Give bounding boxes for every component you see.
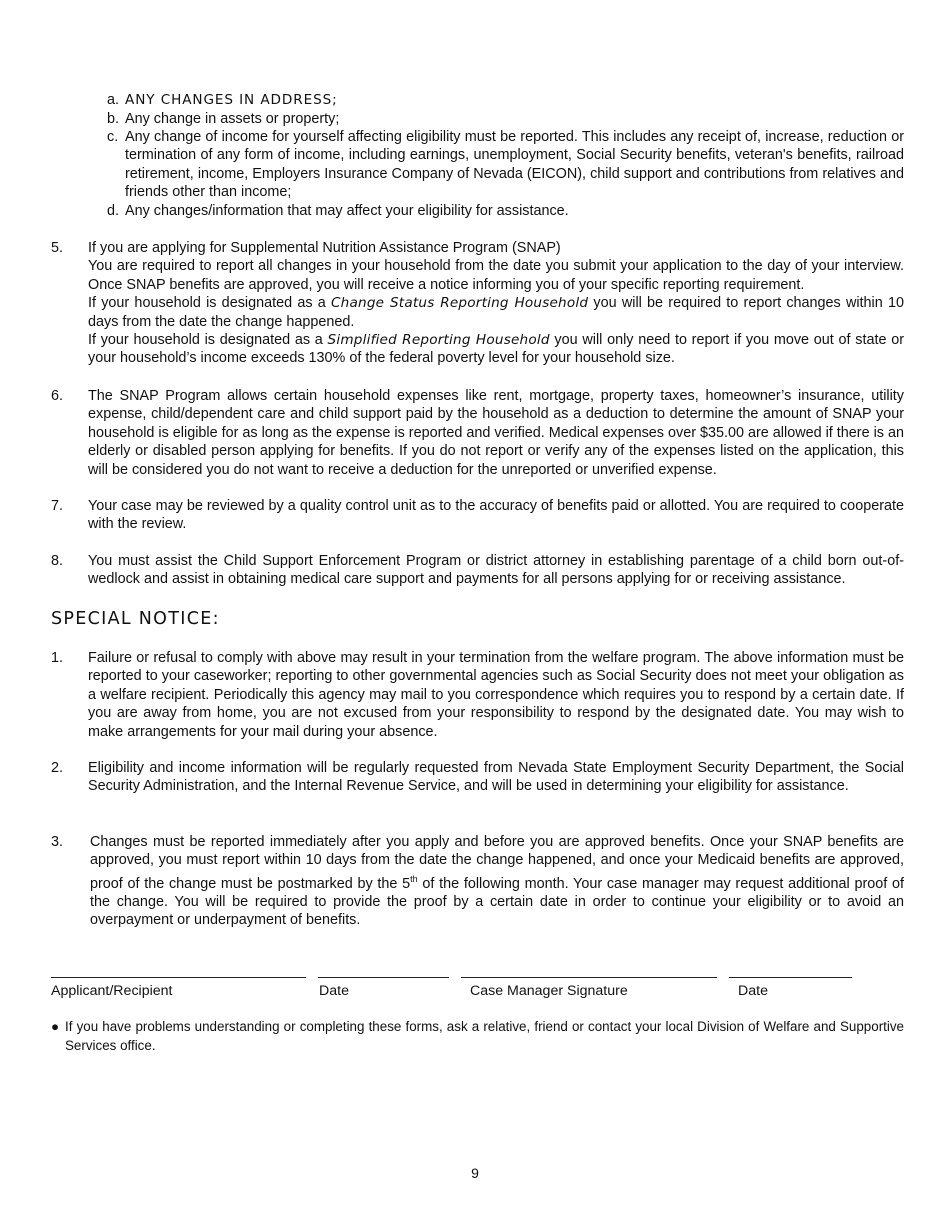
date-line-1[interactable] xyxy=(318,977,449,978)
numbered-item-7 xyxy=(51,497,904,534)
item-number: 3. xyxy=(51,834,64,850)
help-note xyxy=(51,1018,904,1055)
numbered-item-8 xyxy=(51,552,904,589)
list-text: Any changes/information that may affect your eligibility for assistance. xyxy=(125,203,569,219)
list-letter: c. xyxy=(107,129,119,145)
case-manager-label: Case Manager Signature xyxy=(470,983,628,999)
list-item-c xyxy=(107,128,904,202)
item-text: Failure or refusal to comply with above may result in your termination from the welfare program. The above information must be reported to your caseworker; reporting to other governmental agencies such as Social Security does not meet your obligation as a welfare recipient. Periodically this agency may mail to you correspondence which requires you to respond by a certain date. If you are away from home, you are not excused from your responsibility to respond by the designated date. You may wish to make arrangements for your mail during your absence. xyxy=(88,650,904,740)
item-text: Eligibility and income information will be regularly requested from Nevada State Employment Security Department, the Social Security Administration, and the Internal Revenue Service, and will be used in determining your eligibility for assistance. xyxy=(88,760,904,795)
special-notice-item-1 xyxy=(51,649,904,741)
applicant-label: Applicant/Recipient xyxy=(51,983,173,999)
help-note-text: If you have problems understanding or completing these forms, ask a relative, friend or contact your local Division of Welfare and Supportive Services office. xyxy=(65,1019,904,1053)
item5-srh-paragraph: If your household is designated as a Simplified Reporting Household you will only need to report if you move out of state or your household’s income exceeds 130% of the federal poverty level for your household size. xyxy=(88,332,904,367)
list-item-d xyxy=(107,202,904,220)
special-notice-item-3 xyxy=(51,833,904,930)
list-text: Any change of income for yourself affecting eligibility must be reported. This includes any receipt of, increase, reduction or termination of any form of income, including earnings, unemployment, Social Security benefits, veteran's benefits, railroad retirement, income, Employers Insurance Company of Nevada (EICON), child support and contributions from relatives and friends other than income; xyxy=(125,129,904,201)
srh-term: Simplified Reporting Household xyxy=(327,332,550,349)
item-text: Your case may be reviewed by a quality control unit as to the accuracy of benefits paid or allotted. You are required to cooperate with the review. xyxy=(88,498,904,533)
item5-line2: You are required to report all changes in your household from the date you submit your application to the day of your interview. Once SNAP benefits are approved, you will receive a notice informing you of your specific reporting requirement. xyxy=(88,258,904,293)
item-number: 2. xyxy=(51,760,64,776)
list-text: ANY CHANGES IN ADDRESS; xyxy=(125,92,338,108)
list-item-a xyxy=(107,91,904,109)
csr-term: Change Status Reporting Household xyxy=(330,295,589,312)
applicant-signature-line[interactable] xyxy=(51,977,306,978)
date-label-1: Date xyxy=(319,983,349,999)
item-number: 8. xyxy=(51,553,64,569)
item5-line1: If you are applying for Supplemental Nutrition Assistance Program (SNAP) xyxy=(88,240,561,256)
item-number: 1. xyxy=(51,650,64,666)
special-notice-item-2 xyxy=(51,759,904,796)
case-manager-signature-line[interactable] xyxy=(461,977,717,978)
item-text: The SNAP Program allows certain household expenses like rent, mortgage, property taxes, homeowner’s insurance, utility expense, child/dependent care and child support paid by the household as a deduction to determine the amount of SNAP your household is eligible for as long as the expense is reported and verified. Medical expenses over $35.00 are allowed if there is an elderly or disabled person applying for benefits. If you do not report or verify any of the expenses listed on the application, this will be considered you do not want to receive a deduction for the unreported or unverified expense. xyxy=(88,388,904,478)
bullet-icon: ● xyxy=(51,1019,60,1034)
numbered-item-5 xyxy=(51,239,904,368)
numbered-item-6 xyxy=(51,387,904,479)
page-number: 9 xyxy=(471,1165,479,1181)
item5-csr-paragraph: If your household is designated as a Change Status Reporting Household you will be required to report changes within 10 days from the date the change happened. xyxy=(88,295,904,330)
list-text: Any change in assets or property; xyxy=(125,111,340,127)
list-letter: d. xyxy=(107,203,120,219)
item-text: Changes must be reported immediately after you apply and before you are approved benefits. Once your SNAP benefits are approved, you must report within 10 days from the date the change happened, and once your Medicaid benefits are approved, proof of the change must be postmarked by the 5th of the following month. Your case manager may request additional proof of the change. You will be required to provide the proof by a certain date in order to continue your eligibility or to avoid an overpayment or underpayment of benefits. xyxy=(90,834,904,929)
list-letter: a. xyxy=(107,92,120,108)
special-notice-heading: SPECIAL NOTICE: xyxy=(51,609,220,629)
item-number: 5. xyxy=(51,240,64,256)
date-line-2[interactable] xyxy=(729,977,852,978)
item-number: 6. xyxy=(51,388,64,404)
date-label-2: Date xyxy=(738,983,768,999)
item-number: 7. xyxy=(51,498,64,514)
item-text: You must assist the Child Support Enforcement Program or district attorney in establishing parentage of a child born out-of-wedlock and assist in obtaining medical care support and payments for all persons applying for or receiving assistance. xyxy=(88,553,904,588)
list-item-b xyxy=(107,110,904,128)
list-letter: b. xyxy=(107,111,120,127)
